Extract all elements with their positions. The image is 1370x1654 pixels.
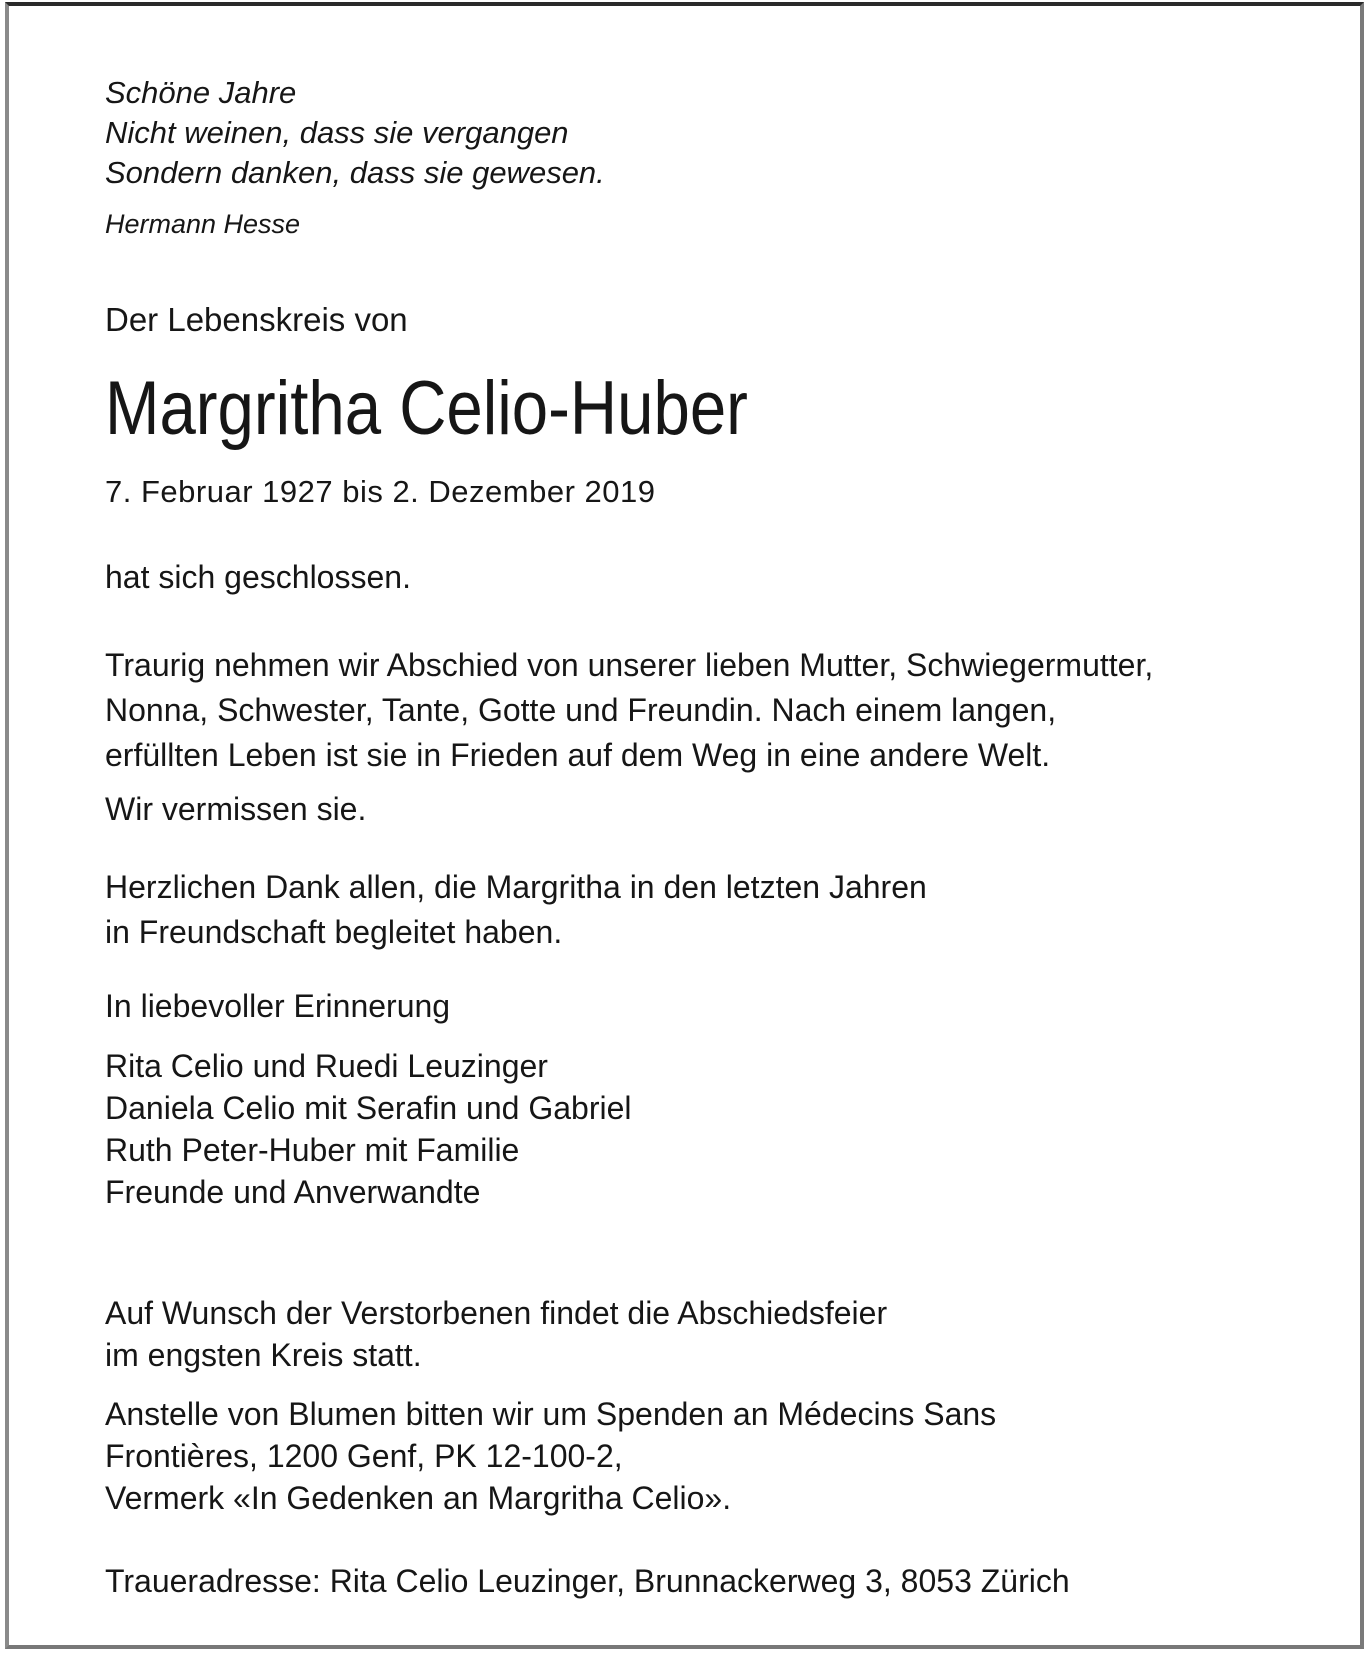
mourning-address-text: Traueradresse: Rita Celio Leuzinger, Brunnackerweg 3, 8053 Zürich (105, 1563, 1070, 1599)
thanks-line: Herzlichen Dank allen, die Margritha in den letzten Jahren (105, 869, 927, 905)
deceased-name-text: Margritha Celio-Huber (105, 366, 748, 451)
mourners-list (105, 1045, 1315, 1213)
donations-line: Anstelle von Blumen bitten wir um Spenden an Médecins Sans (105, 1396, 997, 1432)
intro-line (105, 300, 1315, 340)
farewell-line: Nonna, Schwester, Tante, Gotte und Freundin. Nach einem langen, (105, 692, 1057, 728)
donations-line: Vermerk «In Gedenken an Margritha Celio». (105, 1480, 732, 1516)
life-dates (105, 472, 1315, 512)
deceased-name (105, 365, 1315, 453)
farewell-line: Traurig nehmen wir Abschied von unserer lieben Mutter, Schwiegermutter, (105, 647, 1154, 683)
mourner-item: Rita Celio und Ruedi Leuzinger (105, 1048, 548, 1084)
missing-line-text: Wir vermissen sie. (105, 791, 367, 827)
attribution-line: Hermann Hesse (105, 209, 301, 239)
mourner-item: Daniela Celio mit Serafin und Gabriel (105, 1090, 632, 1126)
ceremony-line: im engsten Kreis statt. (105, 1337, 422, 1373)
quote-attribution (105, 207, 1315, 241)
mourner-item: Ruth Peter-Huber mit Familie (105, 1132, 520, 1168)
farewell-line: erfüllten Leben ist sie in Frieden auf dem Weg in eine andere Welt. (105, 737, 1051, 773)
mourner-item: Freunde und Anverwandte (105, 1174, 481, 1210)
mourning-address (105, 1560, 1315, 1602)
quote-line: Sondern danken, dass sie gewesen. (105, 155, 605, 190)
farewell-paragraph (105, 643, 1315, 778)
quote-line: Nicht weinen, dass sie vergangen (105, 115, 569, 150)
closing-line-text: hat sich geschlossen. (105, 559, 411, 595)
life-dates-text: 7. Februar 1927 bis 2. Dezember 2019 (105, 474, 656, 509)
thanks-paragraph (105, 865, 1315, 955)
donations-paragraph (105, 1393, 1315, 1519)
obituary-content (105, 73, 1315, 1602)
remembrance-text: In liebevoller Erinnerung (105, 988, 451, 1024)
intro-text: Der Lebenskreis von (105, 301, 408, 338)
ceremony-line: Auf Wunsch der Verstorbenen findet die Abschiedsfeier (105, 1295, 888, 1331)
epigraph-quote (105, 73, 1315, 193)
closing-line (105, 557, 1315, 597)
remembrance-line (105, 985, 1315, 1027)
ceremony-paragraph (105, 1292, 1315, 1376)
thanks-line: in Freundschaft begleitet haben. (105, 914, 563, 950)
donations-line: Frontières, 1200 Genf, PK 12-100-2, (105, 1438, 623, 1474)
missing-line (105, 787, 1315, 832)
quote-line: Schöne Jahre (105, 75, 297, 110)
